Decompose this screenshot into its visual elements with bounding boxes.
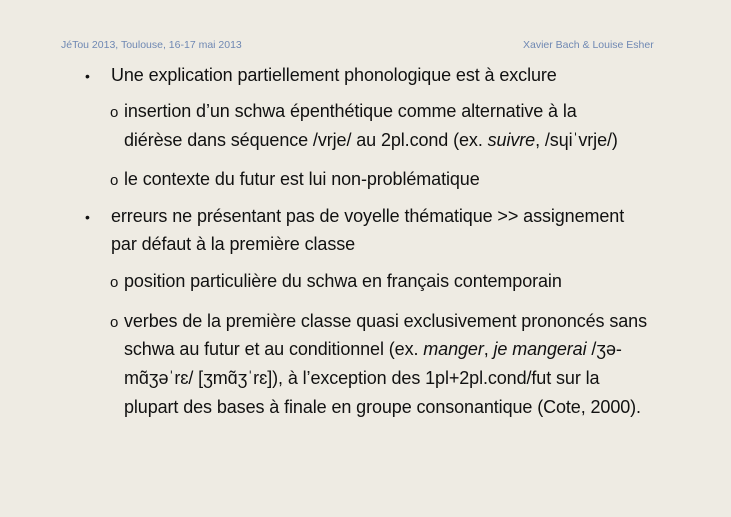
sub-4-line-2-text-a: schwa au futur et au conditionnel (ex.	[124, 339, 424, 359]
sub-4-line-2-text-e: /ʒə-	[586, 339, 622, 359]
sub-1-line-2-italic: suivre	[487, 130, 536, 150]
sub-marker: o	[110, 172, 119, 189]
sub-4-line-2-italic-2: je mangerai	[493, 339, 587, 359]
sub-4-line-2-italic-1: manger	[423, 339, 484, 359]
bullet-marker: •	[85, 209, 90, 225]
sub-1-line-1: insertion d’un schwa épenthétique comme alternative à la	[124, 101, 577, 121]
sub-4-line-4: plupart des bases à finale en groupe consonantique (Cote, 2000).	[124, 397, 641, 417]
sub-marker: o	[110, 274, 119, 291]
bullet-1-line-1: Une explication partiellement phonologique est à exclure	[111, 65, 557, 85]
header-right: Xavier Bach & Louise Esher	[523, 39, 654, 51]
sub-2-line-1: le contexte du futur est lui non-problématique	[124, 169, 480, 189]
sub-4-line-2-text-c: ,	[483, 339, 494, 359]
sub-1-line-2	[124, 129, 618, 151]
header-left: JéTou 2013, Toulouse, 16-17 mai 2013	[61, 39, 242, 51]
bullet-marker: •	[85, 68, 90, 84]
sub-marker: o	[110, 104, 119, 121]
sub-marker: o	[110, 314, 119, 331]
sub-4-line-2	[124, 338, 622, 360]
sub-1-line-2-text-a: diérèse dans séquence /vrje/ au 2pl.cond (ex.	[124, 130, 488, 150]
sub-4-line-1: verbes de la première classe quasi exclusivement prononcés sans	[124, 311, 647, 331]
sub-4-line-3: mɑ̃ʒəˈrɛ/ [ʒmɑ̃ʒˈrɛ]), à l’exception des 1pl+2pl.cond/fut sur la	[124, 368, 600, 388]
bullet-2-line-2: par défaut à la première classe	[111, 234, 356, 254]
sub-3-line-1: position particulière du schwa en français contemporain	[124, 271, 562, 291]
sub-1-line-2-text-c: , /sɥiˈvrje/)	[535, 130, 618, 150]
bullet-2-line-1: erreurs ne présentant pas de voyelle thématique >> assignement	[111, 206, 625, 226]
